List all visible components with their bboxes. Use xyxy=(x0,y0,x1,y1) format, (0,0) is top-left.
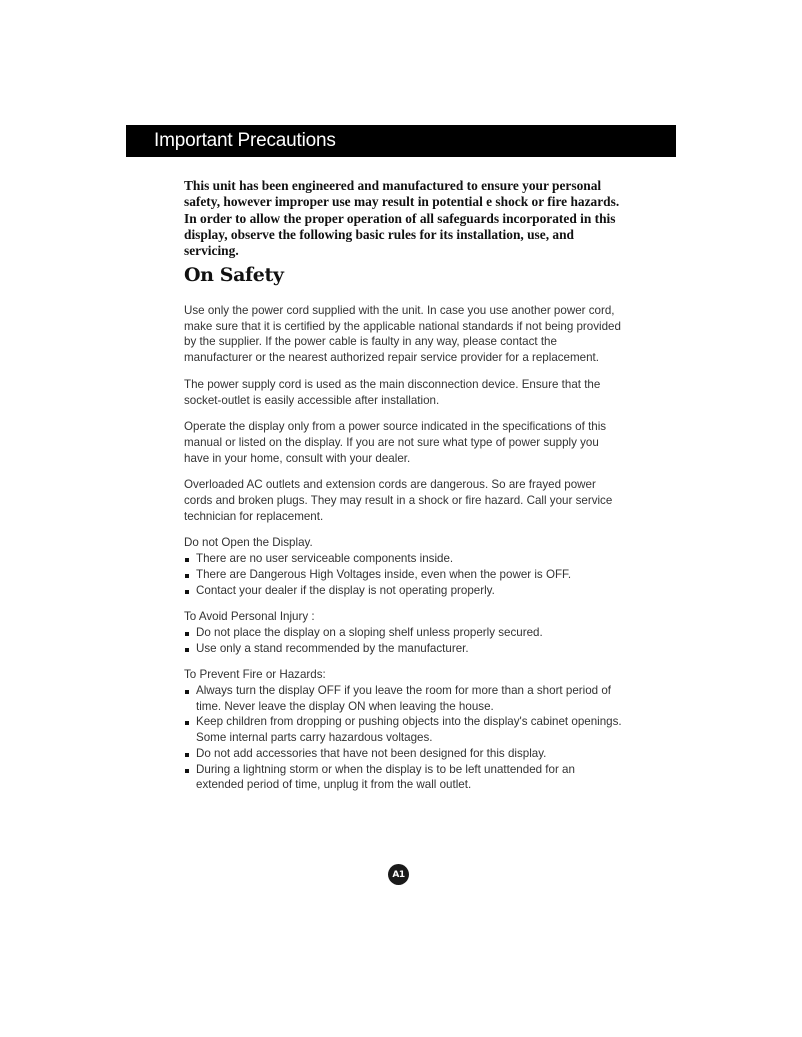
list-item xyxy=(184,551,624,567)
list-item xyxy=(184,583,624,599)
list-item-text: Do not place the display on a sloping shelf unless properly secured. xyxy=(196,625,543,639)
bullet-square-icon xyxy=(185,753,189,757)
bullet-list xyxy=(184,683,624,793)
list-item xyxy=(184,746,624,762)
header-bar xyxy=(126,125,676,157)
list-item-text: Keep children from dropping or pushing objects into the display's cabinet openings. Some internal parts carry hazardous voltages. xyxy=(196,715,622,745)
list-item xyxy=(184,762,624,793)
group-heading: Do not Open the Display. xyxy=(184,536,313,550)
group-heading: To Avoid Personal Injury : xyxy=(184,610,315,624)
list-item xyxy=(184,625,624,641)
list-item-text: Use only a stand recommended by the manufacturer. xyxy=(196,641,469,655)
list-item-text: During a lightning storm or when the display is to be left unattended for an extended period of time, unplug it from the wall outlet. xyxy=(196,762,575,792)
precaution-group-fire-hazards xyxy=(184,667,624,793)
page-number-badge: A1 xyxy=(388,864,409,885)
page-title: Important Precautions xyxy=(154,130,336,151)
section-heading: On Safety xyxy=(184,264,284,286)
list-item xyxy=(184,641,624,657)
paragraph: The power supply cord is used as the main disconnection device. Ensure that the socket-outlet is easily accessible after installation. xyxy=(184,377,601,407)
bullet-square-icon xyxy=(185,690,189,694)
bullet-square-icon xyxy=(185,558,189,562)
list-item xyxy=(184,683,624,714)
paragraph: Use only the power cord supplied with the unit. In case you use another power cord, make sure that it is certified by the applicable national standards if not being provided by the supplier. If the power cable is faulty in any way, please contact the manufacturer or the nearest authorized repair service provider for a replacement. xyxy=(184,304,621,365)
precaution-group-open-display xyxy=(184,535,624,598)
intro-paragraph: This unit has been engineered and manufactured to ensure your personal safety, however improper use may result in potential e shock or fire hazards. In order to allow the proper operation of all safeguards incorporated in this display, observe the following basic rules for its installation, use, and servicing. xyxy=(184,178,620,259)
list-item-text: Always turn the display OFF if you leave the room for more than a short period of time. Never leave the display ON when leaving the house. xyxy=(196,684,611,713)
bullet-square-icon xyxy=(185,590,189,594)
paragraph: Operate the display only from a power source indicated in the specifications of this manual or listed on the display. If you are not sure what type of power supply you have in your home, consult with your dealer. xyxy=(184,420,607,465)
bullet-square-icon xyxy=(185,574,189,578)
list-item-text: There are no user serviceable components inside. xyxy=(196,552,454,566)
bullet-list xyxy=(184,551,624,598)
bullet-square-icon xyxy=(185,769,189,773)
list-item-text: Contact your dealer if the display is not operating properly. xyxy=(196,583,495,597)
bullet-square-icon xyxy=(185,721,189,725)
list-item-text: There are Dangerous High Voltages inside, even when the power is OFF. xyxy=(196,567,572,581)
paragraph: Overloaded AC outlets and extension cords are dangerous. So are frayed power cords and broken plugs. They may result in a shock or fire hazard. Call your service technician for replacement. xyxy=(184,478,613,523)
list-item xyxy=(184,567,624,583)
bullet-square-icon xyxy=(185,632,189,636)
group-heading: To Prevent Fire or Hazards: xyxy=(184,668,326,682)
list-item xyxy=(184,714,624,745)
precaution-group-personal-injury xyxy=(184,609,624,656)
section-body xyxy=(184,303,624,804)
bullet-list xyxy=(184,625,624,656)
list-item-text: Do not add accessories that have not been designed for this display. xyxy=(196,746,547,760)
bullet-square-icon xyxy=(185,648,189,652)
